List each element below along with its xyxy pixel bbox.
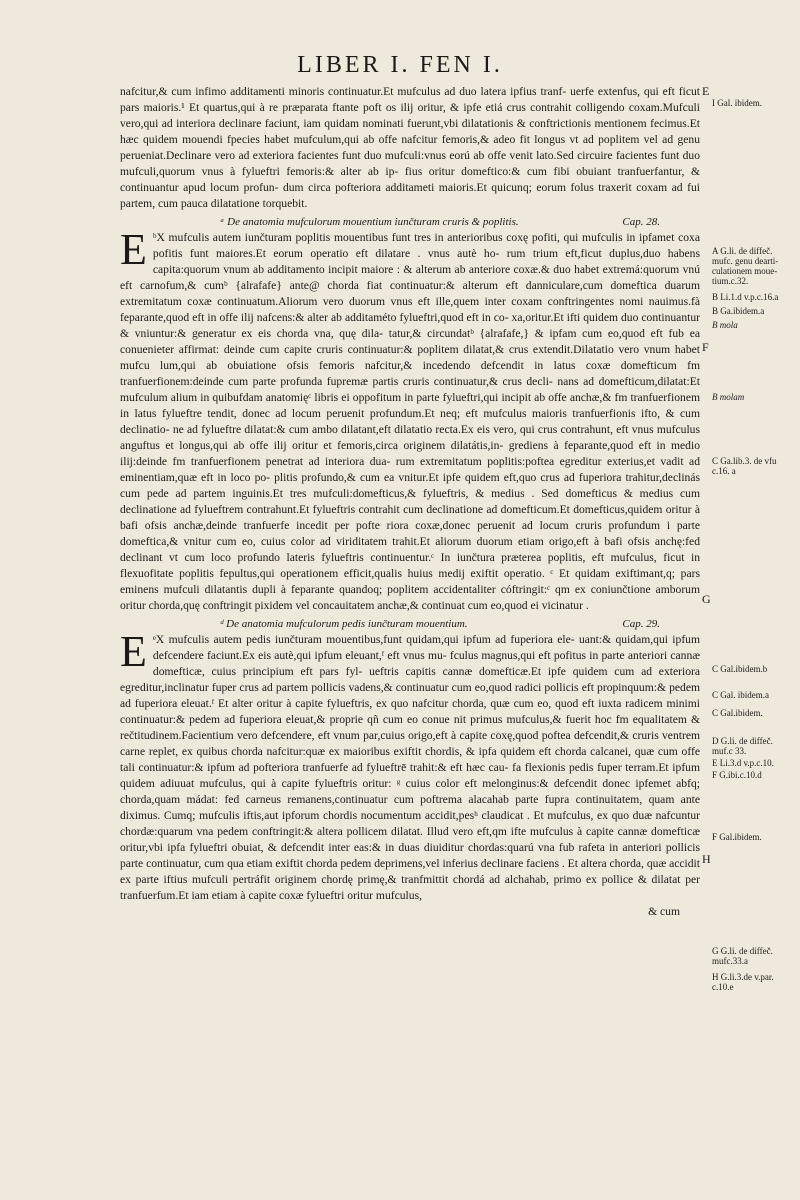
side-letter-g: G	[702, 592, 711, 606]
margin-note: B Ga.ibidem.a	[712, 306, 765, 316]
margin-note: G G.li. de diffeč. mufc.33.a	[712, 946, 773, 966]
margin-note: F Gal.ibidem.	[712, 832, 762, 842]
side-letter-f: F	[702, 340, 709, 354]
section-title-29: ᵈ De anatomia mufculorum pedis iunčturam mouentium.	[220, 618, 468, 630]
margin-note: C Gal.ibidem.	[712, 708, 763, 718]
margin-note: C Gal.ibidem.b	[712, 664, 768, 674]
margin-note: E Li.3.d v.p.c.10.	[712, 758, 774, 768]
section-heading-28	[120, 214, 700, 230]
chapter-29-text	[120, 627, 700, 904]
margin-note: C Ga.lib.3. de vfu c.16. a	[712, 456, 777, 476]
page-header: LIBER I. FEN I.	[297, 52, 503, 78]
section-heading-29	[120, 616, 700, 632]
chapter-28-text	[120, 225, 700, 614]
drop-cap-29: E	[120, 627, 147, 676]
chapter-number-28: Cap. 28.	[622, 216, 660, 228]
drop-cap-28: E	[120, 225, 147, 274]
margin-note: B mola	[712, 320, 738, 330]
main-text-block	[120, 84, 700, 920]
margin-note: I Gal. ibidem.	[712, 98, 762, 108]
margin-note: H G.li.3.de v.par. c.10.e	[712, 972, 774, 992]
side-letter-e: E	[702, 84, 710, 98]
side-letter-h: H	[702, 852, 711, 866]
section-title-28: ᵃ De anatomia mufculorum mouentium iunčturam cruris & poplitis.	[220, 216, 519, 228]
margin-note: C Gal. ibidem.a	[712, 690, 769, 700]
paragraph-continuation: nafcitur,& cum infimo additamenti minoris continuatur.Et mufculus ad duo latera ipfius tranf- uerfe extenfus, qui eft ficut pars maioris.¹ Et quartus,qui à re præparata ftante poft os ilij oritur, & ipfe etiá crus contrahit colligendo coxam.Mufculi vero,qui ad interiora declinare faciunt, iam quidam nominati fuerunt,vbi dilatationis & conftrictionis mentionem fecimus.Et hæc quidem mouendi fpecies habet mufculum,qui ab offe nafcitur femoris,& adeo fit longus vt ad poplitem vel ad genu perueniat.Declinare vero ad exteriora facientes funt duo mufculi:vnus eorú ab offe venit lato.Sed circuire facientes funt duo mufculi,quorum vnus à fylueftri femoris:& alter ab ip- fius oritur domeftico:& cum fibi obuiant tranfuerfantur, & continuantur apud locum profun- dum circa pofteriora additameti maioris.Et quicunq; eorum folus traxerit coxam ad fui partem, cum pauca dilatatione torquebit.	[120, 85, 700, 210]
chapter-28-body: ᵇX mufculis autem iunčturam poplitis mouentibus funt tres in anterioribus coxę pofiti, qui mufculis in ipfamet coxa pofitis funt maiores.Et eorum operatio eft dilatare . vnus autè ho- rum trium eft,ficut duplus,duo habens capita:quorum vnum ab additamento incipit maiore : & alterum ab anteriore coxæ.& duo habet extremá:quorum vnú eft carnofum,& cumᵇ {alrafafe} ante@ chorda fiat continuatur:& alterum eft danniculare,cum domeftica duarum extremitatum coxæ continuatum.Aliorum vero duorum vnus eft ille,quem inter coxam conftringentes nomi nauimus.fà feparante,quod eft in offe ilij nafcens:& alter ab additaméto fylueftri,quod eft in co- xa,oritur.Et ifti quidem duo continuantur & vniuntur:& generatur ex eis chorda vna, quę dila- tatur,& circundatᵇ {alrafafe,} & ipfam cum eo,quod eft fub ea conuenieter affirmat: deinde cum capite cruris continuatur:& poplitem dilatat,& crus extendit.Dilatatio vero vnum habet mufcu lum,qui ab obuiatione ofsis femoris nafcitur,& incedendo defcendit in latus coxæ domefticum fm tranfuerfionem:deinde cum parte profunda fupremæ partis cruris continuatur,& crus decli- nans ad domefticum,dilatat:Et mufculum alium in quibufdam anatomięᶜ libris ei oppofitum in parte fylueftri,qui incipit ab offe anchæ,& fm tranfuerfionem in latus fylueftre tendit, donec ad locum peruenit profundum.Et neq; eft mufculus maioris tranfuerfionis ifto, & cum declinatio- ne ad fylueftre dilatat:& cum ambo dilatant,eft dilatatio recta.Ex eis vero, qui crus contrahunt, eft vnus mufculus anguftus et longus,qui ab offe ilij oritur et femoris,circa originem dilatátis,in- grediens à feparante,quod eft in medio ilij:deinde fm tranfuerfionem penetrat ad interiora dua- rum extremitatum poplitis:poftea egreditur exterius,et vadit ad eminentiam,quæ eft in loco po- plitis profundo,& cum ea vnitur.Et ipfe quidem eft,quo crus ad fuperiora trahitur,declinás cum pede ad partem inguinis.Et tres mufculi:domefticus,& fylueftris, & medius . Sed domefticus & medius cum declinatione ad fylueftrem contrahunt.Et fylueftris contrahit cum declinatione ad domefticum.Et domefticus,quidem oritur à bafi ofsis anchæ,deinde tranfuerfe incedit per pofte riora coxæ,donec peruenit ad locum cruris profundum i parte domeftica,& vnitur cum eo, cuius color ad viriditatem trahit.Et aliorum duorum etiam origo,eft à bafi ofsis anchę:fed declinant vt cum loco profundo lateris fylueftris continuentur.ᶜ In iunčtura præterea poplitis, eft mufculus, ficut in flexuofitate poplitis fepultus,qui operationem efficit,qualis huius medij exiftit operatio. ᶜ Et quidam exiftimant,q; pars eminens mufculi dilatantis dupli à feparante quandoq; poplitem accidentaliter cóftringit:ᶜ qm ex coniunčtione amborum oritur chorda,quę conftringit pixidem vel concauitatem anchæ,& continuat cum eo,quod ei vicinatur .	[120, 231, 700, 612]
chapter-number-29: Cap. 29.	[622, 618, 660, 630]
margin-note: B molam	[712, 392, 745, 402]
margin-note: D G.li. de diffeč. muf.c 33.	[712, 736, 773, 756]
margin-note: F G.ibi.c.10.d	[712, 770, 762, 780]
margin-note: B Li.1.d v.p.c.16.a	[712, 292, 779, 302]
margin-note: A G.li. de diffeč. mufc. genu dearti- culationem moue- tium.c.32.	[712, 246, 779, 286]
chapter-29-body: ᵉX mufculis autem pedis iunčturam mouentibus,funt quidam,qui ipfum ad fuperiora ele- uant:& quidam,qui ipfum defcendere faciunt.Ex eis autè,qui ipfum eleuant,ᶠ eft vnus mu- fculus magnus,qui eft pofitus in parte anteriori cannæ domefticæ, cuius principium eft pars fyl- ueftris capitis cannæ domefticæ.Et ipfe quidem cum ad exteriora egreditur,inclinatur fuper crus ad partem pollicis vadens,& continuatur cum eo,quod radici pollicis eft propinquum:& pedem ad fuperiora eleuat.ᶠ Et alter oritur à capite fylueftris, ex quo nafcitur chorda, quæ cum eo, quod eft iuxta radicem minimi continuatur:& pedem ad fuperiora eleuat,& proprie qñ cum eo conue nit primus mufculus,& fuerit hoc fm equalitatem & rečtitudinem.Facientium vero defcendere, eft vnum par,cuius origo,eft à capite coxę,quod poftea defcendit,& cruris ventrem carne replet, ex quibus chorda nafcitur:quæ ex maioribus exiftit chordis, & ipfa quidem eft chorda calcanei, quæ cum offe tali continuatur:& ipfum ad pofteriora tranfuerfe ad fylueftrē trahit:& eft hæc cau- fa flexionis pedis fuper terram.Et ipfum quidem adiuuat mufculus, qui à capite fylueftris oritur: ᵍ cuius color eft melonginus:& defcendit donec ipfemet abfq; chorda,quam mádat: fed carneus remanens,continuatur cum poftrema alacahab parte fupra continuitatem, quam ante diximus. Cumq; mufculis iftis,aut ipforum chordis nocumentum accidit,pesʰ claudicat . Et mufculus, ex quo duæ nafcuntur chordæ:quarum vna pedem conftringit:& altera pollicem dilatat. Illud vero eft,qm ifte mufculus à capite cannæ domefticæ oritur,vbi ipfa fylueftri obuiat, & defcendit inter eas:& in duas diuiditur chordas:quarú vna fub rafeta in anteriori pollicis parte continuatur, cum qua etiam exiftit chorda pedem deprimens,vel inferius declinare faciens . Et altera chorda, quæ accidit ex parte iftius mufculi pertráfit originem chordę primę,& tranfmittit chordá ad alchahab, primo ex pollice & dilatat per tranfuerfum.Et iam etiam à capite coxæ fylueftri oritur mufculus,	[120, 633, 700, 902]
catchword: & cum	[648, 905, 680, 918]
